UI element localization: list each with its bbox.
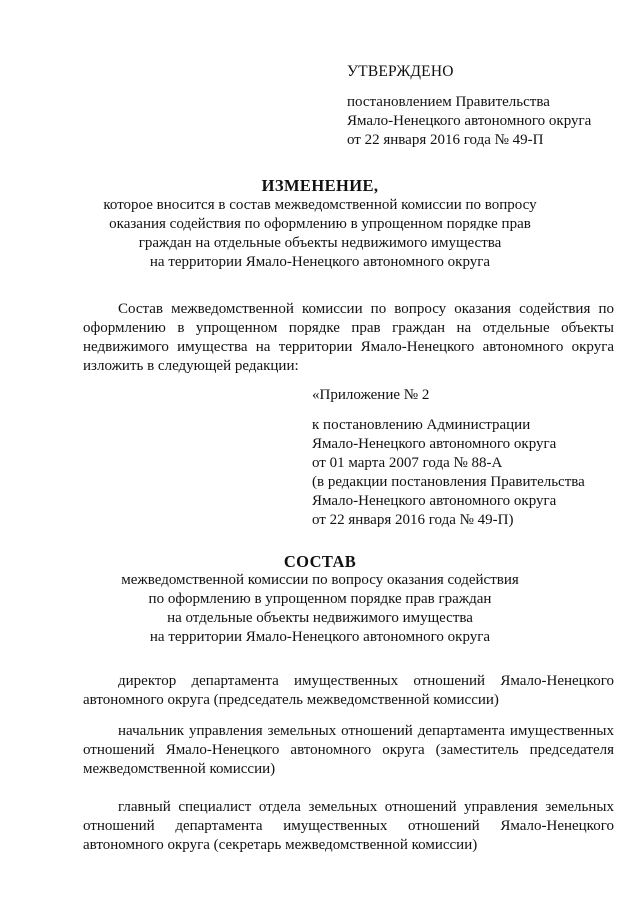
approval-stamp <box>347 62 627 150</box>
member-line: отношений Ямало-Ненецкого автономного округа (заместитель председателя <box>83 742 614 758</box>
amendment-subheading-line: оказания содействия по оформлению в упрощенном порядке прав <box>109 216 531 232</box>
member-entry-chairman <box>83 672 614 710</box>
appendix-line: Ямало-Ненецкого автономного округа <box>312 493 557 509</box>
composition-subheading <box>0 571 640 647</box>
appendix-line: к постановлению Администрации <box>312 417 531 433</box>
amendment-subheading <box>0 196 640 272</box>
member-line: директор департамента имущественных отношений Ямало-Ненецкого <box>118 673 614 689</box>
appendix-line: Ямало-Ненецкого автономного округа <box>312 436 557 452</box>
approval-title: УТВЕРЖДЕНО <box>347 63 454 80</box>
amendment-heading: ИЗМЕНЕНИЕ, <box>261 176 379 195</box>
appendix-header <box>312 386 622 530</box>
appendix-title: «Приложение № 2 <box>312 387 430 403</box>
member-line: отношений департамента имущественных отношений Ямало-Ненецкого <box>83 818 614 834</box>
member-line: межведомственной комиссии) <box>83 761 276 777</box>
paragraph-line: Состав межведомственной комиссии по вопросу оказания содействия по <box>118 301 614 317</box>
composition-subheading-line: на отдельные объекты недвижимого имущества <box>167 610 473 626</box>
approval-line: от 22 января 2016 года № 49-П <box>347 132 544 148</box>
approval-line: постановлением Правительства <box>347 94 550 110</box>
member-entry-secretary <box>83 798 614 855</box>
amendment-subheading-line: которое вносится в состав межведомственной комиссии по вопросу <box>103 197 537 213</box>
amendment-subheading-line: граждан на отдельные объекты недвижимого имущества <box>138 235 502 251</box>
composition-subheading-line: по оформлению в упрощенном порядке прав граждан <box>148 591 492 607</box>
member-line: автономного округа (секретарь межведомственной комиссии) <box>83 837 478 853</box>
appendix-line: от 01 марта 2007 года № 88-А <box>312 455 503 471</box>
member-line: главный специалист отдела земельных отношений управления земельных <box>118 799 614 815</box>
paragraph-line: недвижимого имущества на территории Ямало-Ненецкого автономного округа <box>83 339 614 355</box>
composition-subheading-line: на территории Ямало-Ненецкого автономного округа <box>149 629 491 645</box>
paragraph-line: изложить в следующей редакции: <box>83 358 299 374</box>
intro-paragraph <box>83 300 614 376</box>
appendix-line: от 22 января 2016 года № 49-П) <box>312 512 514 528</box>
member-line: автономного округа (председатель межведомственной комиссии) <box>83 692 499 708</box>
appendix-line: (в редакции постановления Правительства <box>312 474 585 490</box>
approval-line: Ямало-Ненецкого автономного округа <box>347 113 592 129</box>
composition-subheading-line: межведомственной комиссии по вопросу оказания содействия <box>121 572 519 588</box>
member-entry-deputy-chairman <box>83 722 614 779</box>
member-line: начальник управления земельных отношений департамента имущественных <box>118 723 614 739</box>
paragraph-line: оформлению в упрощенном порядке прав граждан на отдельные объекты <box>83 320 614 336</box>
amendment-subheading-line: на территории Ямало-Ненецкого автономного округа <box>149 254 491 270</box>
composition-heading: СОСТАВ <box>283 552 357 571</box>
